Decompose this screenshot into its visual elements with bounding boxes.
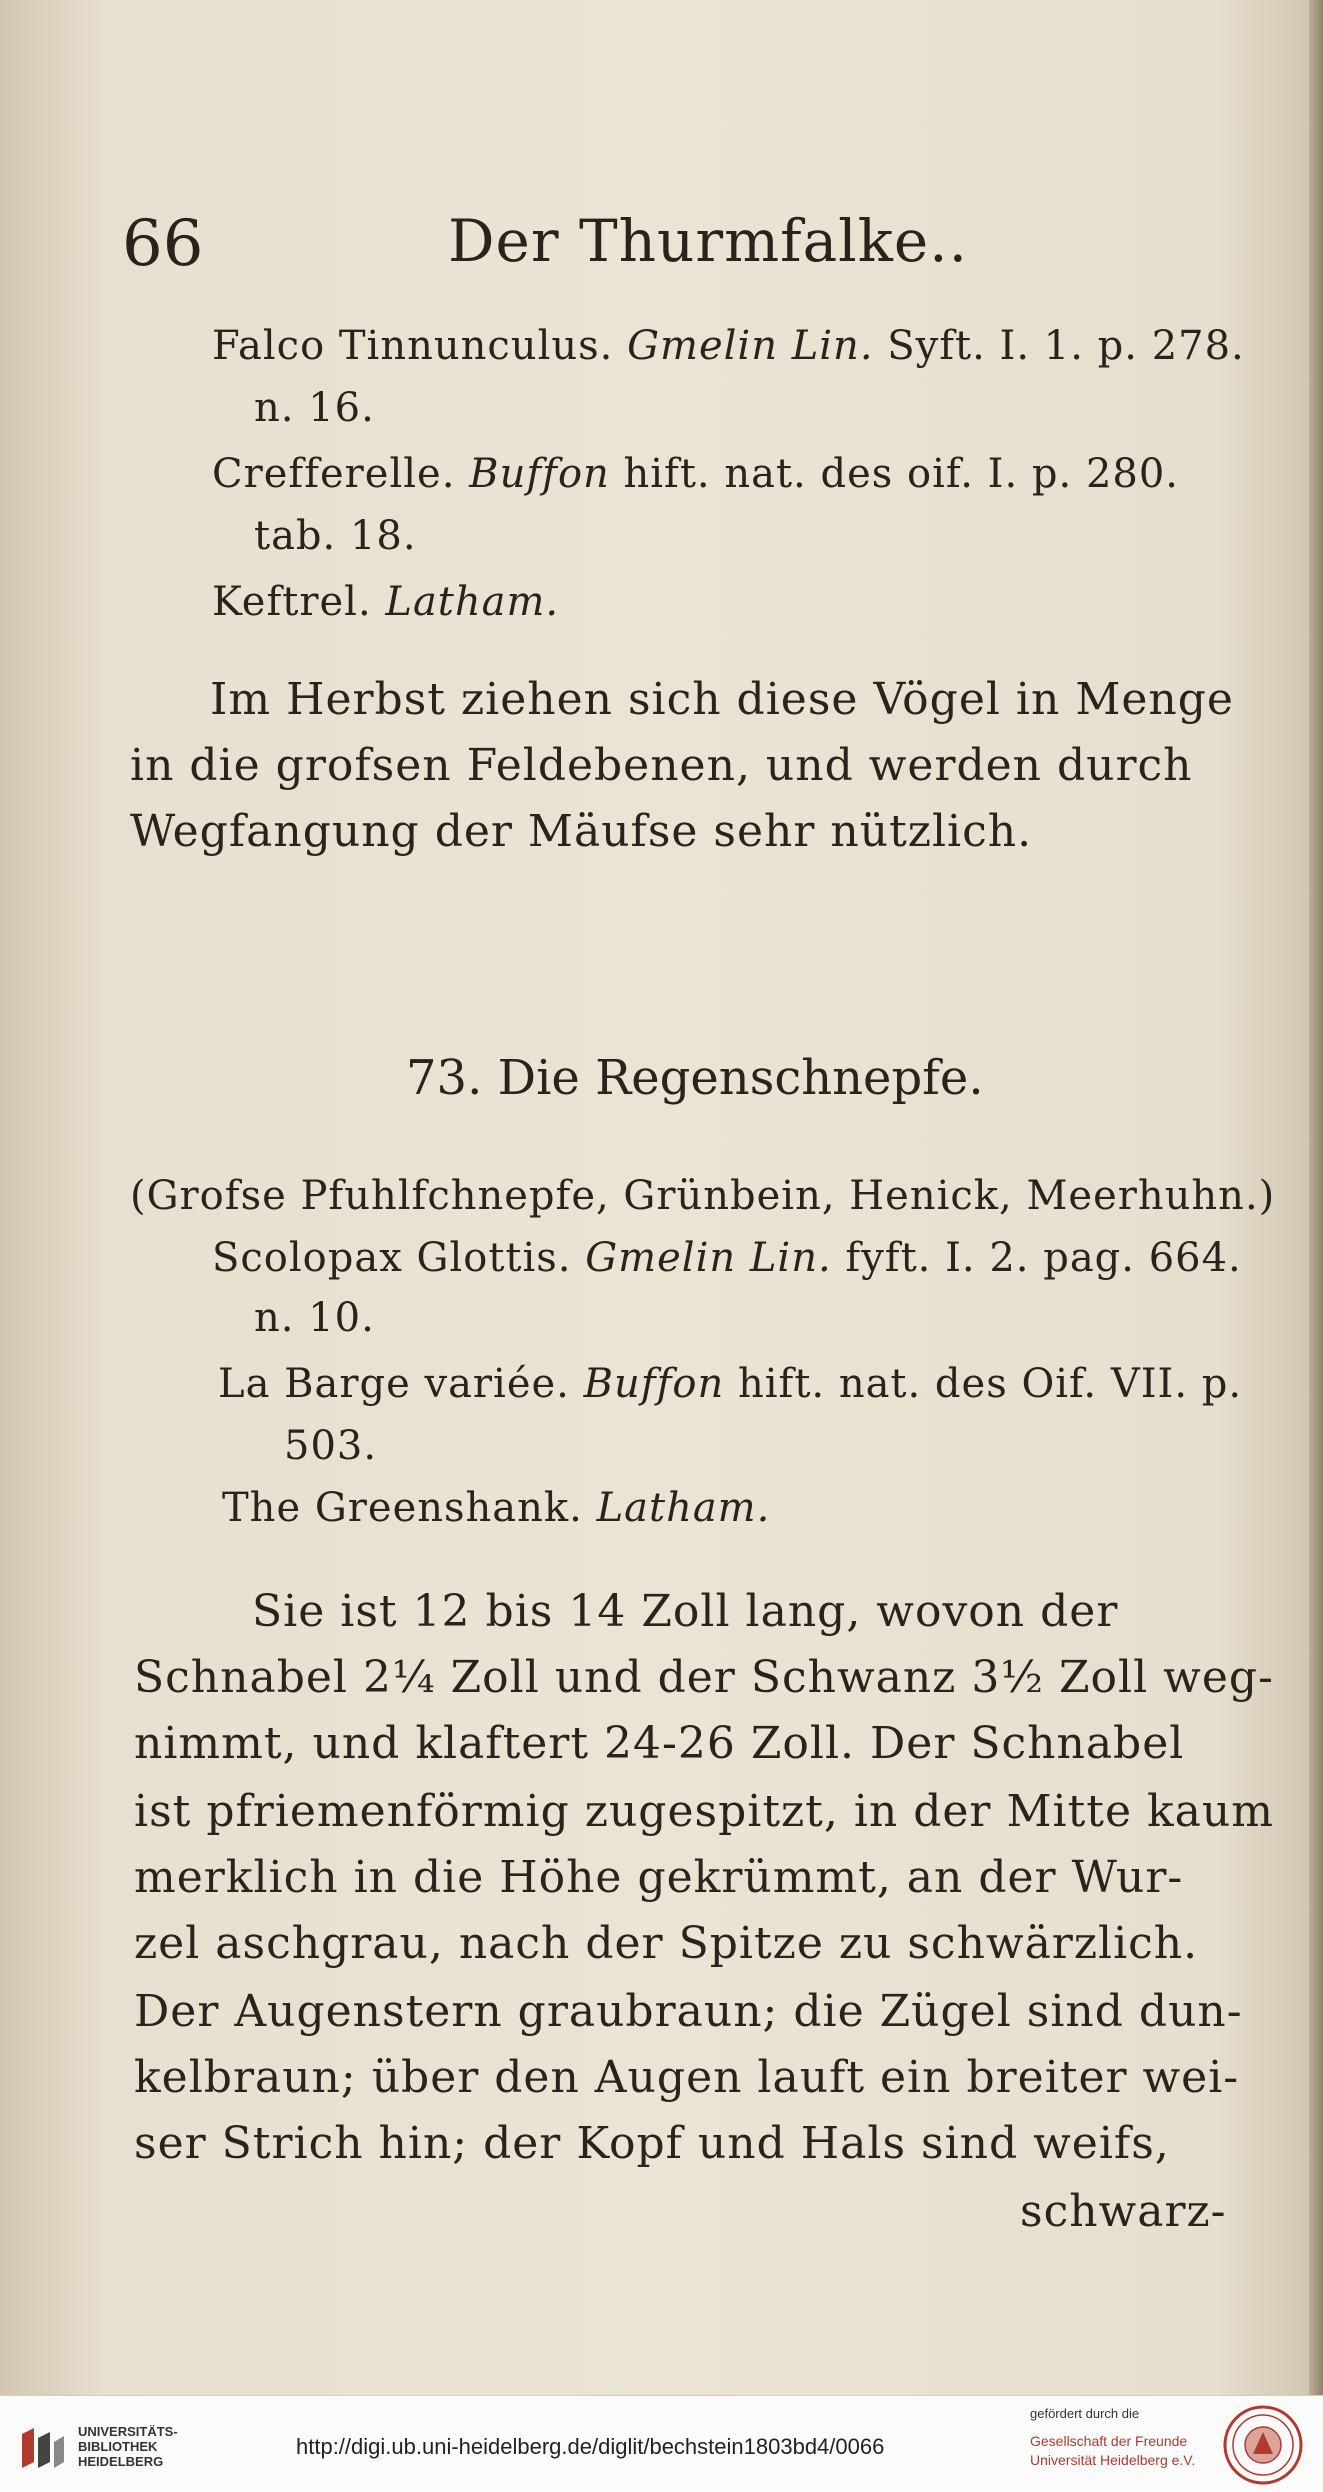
reference-citation: Syft. I. 1. p. 278. [887, 323, 1245, 369]
sponsor-name: Gesellschaft der Freunde Universität Heidelberg e.V. [1030, 2433, 1196, 2468]
paragraph-line: ser Strich hin; der Kopf und Hals sind weifs, [134, 2118, 1170, 2169]
reference-name: Crefferelle. [212, 451, 456, 497]
library-name: UNIVERSITÄTS- BIBLIOTHEK HEIDELBERG [78, 2424, 178, 2469]
sponsor-label: gefördert durch die [1030, 2406, 1140, 2421]
reference-line [222, 1485, 771, 1531]
reference-line [218, 1361, 1243, 1407]
reference-name: Scolopax Glottis. [212, 1235, 572, 1281]
reference-citation: hift. nat. des Oif. VII. p. [737, 1361, 1243, 1407]
paragraph-line: Im Herbst ziehen sich diese Vögel in Menge [210, 674, 1234, 725]
reference-line [212, 579, 560, 625]
reference-continuation: n. 16. [254, 385, 375, 431]
reference-line [212, 1235, 1242, 1281]
paragraph-line: kelbraun; über den Augen lauft ein breiter wei- [134, 2052, 1240, 2103]
reference-continuation: n. 10. [254, 1295, 375, 1341]
paragraph-line: merklich in die Höhe gekrümmt, an der Wur- [134, 1852, 1184, 1903]
reference-author: Gmelin Lin. [585, 1235, 832, 1281]
library-logo-icon [14, 2420, 70, 2476]
paragraph-line: zel aschgrau, nach der Spitze zu schwärzlich. [134, 1918, 1199, 1969]
reference-name: Falco Tinnunculus. [212, 323, 614, 369]
reference-line [212, 323, 1245, 369]
reference-line [212, 451, 1180, 497]
reference-citation: fyft. I. 2. pag. 664. [845, 1235, 1242, 1281]
reference-citation: hift. nat. des oif. I. p. 280. [623, 451, 1180, 497]
viewer-footer [0, 2395, 1323, 2492]
reference-name: The Greenshank. [222, 1485, 583, 1531]
reference-author: Latham. [385, 579, 560, 625]
reference-name: La Barge variée. [218, 1361, 570, 1407]
reference-author: Latham. [596, 1485, 771, 1531]
running-title: Der Thurmfalke.. [448, 207, 969, 275]
university-seal-icon [1222, 2404, 1304, 2486]
paragraph-line: Der Augenstern graubraun; die Zügel sind dun- [134, 1986, 1243, 2037]
reference-author: Buffon [583, 1361, 725, 1407]
paragraph-line: nimmt, und klaftert 24-26 Zoll. Der Schnabel [134, 1718, 1185, 1769]
reference-author: Gmelin Lin. [627, 323, 874, 369]
page-number: 66 [122, 207, 204, 281]
reference-author: Buffon [469, 451, 610, 497]
reference-continuation: 503. [284, 1423, 378, 1469]
paragraph-line: Wegfangung der Mäufse sehr nützlich. [130, 806, 1033, 857]
section-heading: 73. Die Regenschnepfe. [406, 1050, 984, 1106]
paragraph-line: in die grofsen Feldebenen, und werden durch [130, 740, 1193, 791]
page-spine-shadow [1309, 0, 1323, 2395]
reference-continuation: tab. 18. [254, 513, 417, 559]
reference-name: Keftrel. [212, 579, 372, 625]
synonyms-line: (Grofse Pfuhlfchnepfe, Grünbein, Henick, Meerhuhn.) [130, 1173, 1276, 1219]
paragraph-line: ist pfriemenförmig zugespitzt, in der Mitte kaum [134, 1786, 1274, 1837]
paragraph-line: Schnabel 2¼ Zoll und der Schwanz 3½ Zoll weg- [134, 1652, 1274, 1703]
catchword: schwarz- [1020, 2186, 1227, 2237]
paragraph-line: Sie ist 12 bis 14 Zoll lang, wovon der [252, 1586, 1119, 1637]
source-url-link[interactable]: http://digi.ub.uni-heidelberg.de/diglit/bechstein1803bd4/0066 [296, 2434, 885, 2459]
